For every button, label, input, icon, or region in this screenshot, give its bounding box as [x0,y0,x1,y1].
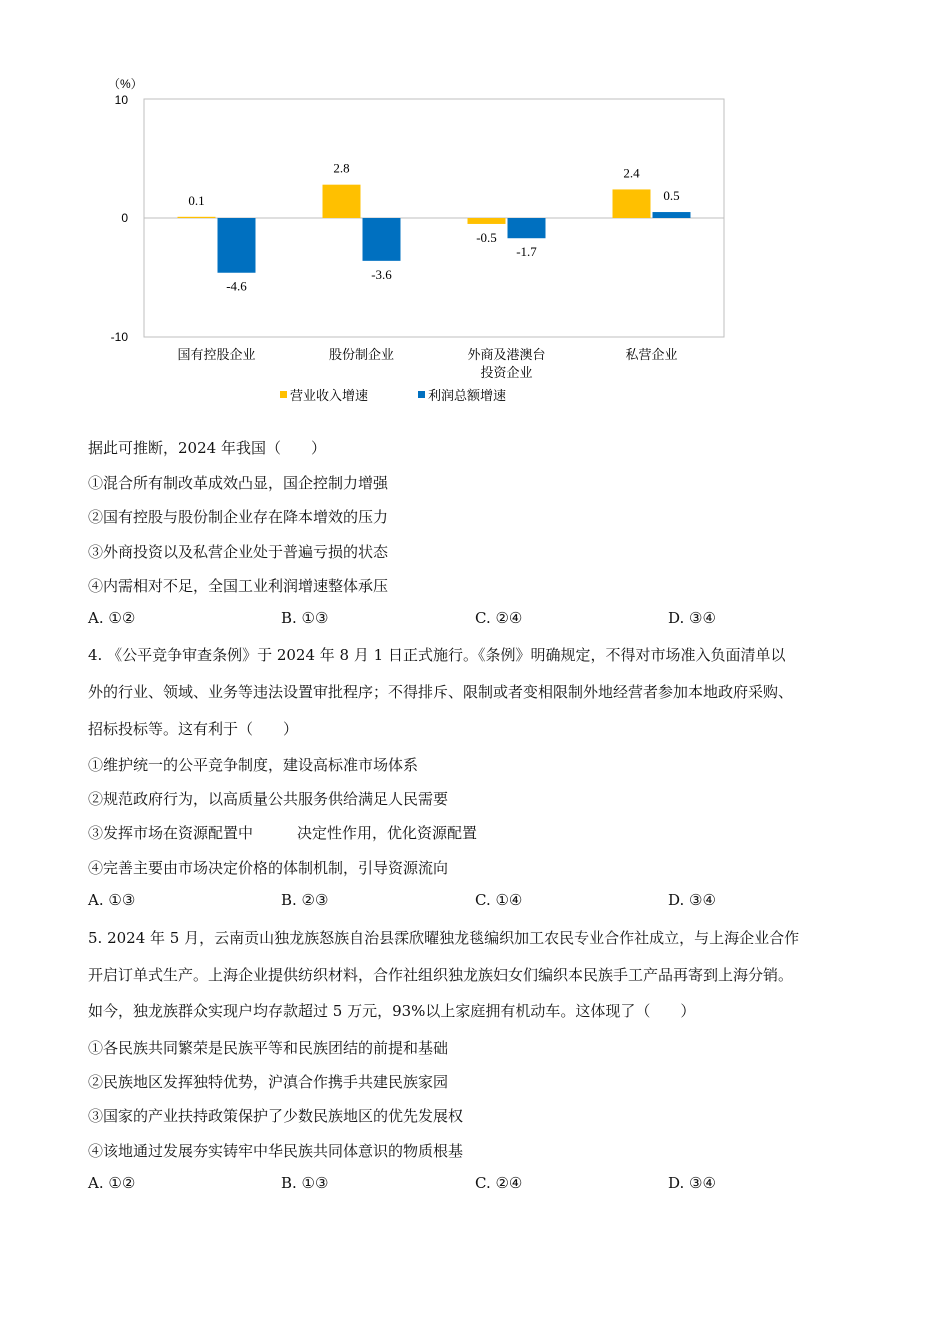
x-tick-label: 国有控股企业 [177,348,256,363]
q3-option-b[interactable]: B. ①③ [281,609,329,627]
q4-item3-part2: 决定性作用，优化资源配置 [297,824,478,842]
y-unit-label: （%） [108,77,143,91]
legend-label-revenue: 营业收入增速 [290,389,369,404]
q3-item: ①混合所有制改革成效凸显，国企控制力增强 [88,474,389,492]
q4-option-d[interactable]: D. ③④ [668,891,716,909]
q4-item: ②规范政府行为，以高质量公共服务供给满足人民需要 [88,790,449,808]
q4-option-b[interactable]: B. ②③ [281,891,329,909]
bar-group [178,161,691,294]
q5-item: ③国家的产业扶持政策保护了少数民族地区的优先发展权 [88,1107,464,1125]
x-tick-label: 股份制企业 [328,348,395,363]
bar-profit-1 [363,218,401,261]
bar-revenue-1 [323,185,361,218]
q3-stem: 据此可推断，2024 年我国（ ） [88,439,326,457]
q3-item: ②国有控股与股份制企业存在降本增效的压力 [88,508,389,526]
bar-revenue-0 [178,217,216,218]
q5-option-a[interactable]: A. ①② [88,1174,136,1192]
q3-item: ③外商投资以及私营企业处于普遍亏损的状态 [88,543,389,561]
q4-stem-line: 4. 《公平竞争审查条例》于 2024 年 8 月 1 日正式施行。《条例》明确规定，不得对市场准入负面清单以 [88,646,786,664]
x-tick-labels [177,347,677,381]
legend-label-profit: 利润总额增速 [428,389,507,404]
q4-item: ①维护统一的公平竞争制度，建设高标准市场体系 [88,756,419,774]
q4-item [88,822,477,843]
q5-option-c[interactable]: C. ②④ [475,1174,523,1192]
bar-revenue-2 [468,218,506,224]
y-tick-label: -10 [110,330,128,344]
q5-option-b[interactable]: B. ①③ [281,1174,329,1192]
q5-stem-line: 开启订单式生产。上海企业提供纺织材料，合作社组织独龙族妇女们编织本民族手工产品再寄到上海分销。 [88,966,794,984]
q4-item: ④完善主要由市场决定价格的体制机制，引导资源流向 [88,859,449,877]
bar-profit-2 [508,218,546,238]
q3-item: ④内需相对不足，全国工业利润增速整体承压 [88,577,389,595]
q5-item: ②民族地区发挥独特优势，沪滇合作携手共建民族家园 [88,1073,449,1091]
q4-option-a[interactable]: A. ①③ [88,891,136,909]
q3-option-a[interactable]: A. ①② [88,609,136,627]
q5-item: ④该地通过发展夯实铸牢中华民族共同体意识的物质根基 [88,1142,464,1160]
x-tick-label: 外商及港澳台 [467,348,546,363]
q4-stem-line: 外的行业、领域、业务等违法设置审批程序；不得排斥、限制或者变相限制外地经营者参加本地政府采购、 [88,683,794,701]
q5-stem-line: 5. 2024 年 5 月，云南贡山独龙族怒族自治县霂欣曜独龙毯编织加工农民专业合作社成立，与上海企业合作 [88,929,800,947]
data-label: -4.6 [226,278,247,294]
data-label: -1.7 [516,244,537,260]
bar-profit-3 [653,212,691,218]
data-label: 2.4 [623,165,640,181]
data-label: 0.5 [663,188,680,204]
y-tick-label: 0 [121,211,128,225]
data-label: 2.8 [333,160,350,176]
q5-stem-line: 如今，独龙族群众实现户均存款超过 5 万元，93%以上家庭拥有机动车。这体现了（ ） [88,1002,696,1020]
legend-swatch-profit [418,391,425,398]
q3-option-c[interactable]: C. ②④ [475,609,523,627]
q4-stem-line: 招标投标等。这有利于（ ） [88,720,299,738]
q3-option-d[interactable]: D. ③④ [668,609,716,627]
bar-revenue-3 [613,189,651,218]
q4-option-c[interactable]: C. ①④ [475,891,523,909]
q5-option-d[interactable]: D. ③④ [668,1174,716,1192]
data-label: -0.5 [476,229,497,245]
x-tick-label: 私营企业 [625,348,678,363]
data-label: 0.1 [188,192,205,208]
legend-swatch-revenue [280,391,287,398]
y-tick-label: 10 [114,93,128,107]
data-label: -3.6 [371,266,392,282]
x-tick-label: 投资企业 [480,366,533,381]
q4-item3-part1: ③发挥市场在资源配置中 [88,824,254,842]
legend [280,388,506,404]
bar-chart [100,76,740,416]
bar-profit-0 [218,218,256,273]
q5-item: ①各民族共同繁荣是民族平等和民族团结的前提和基础 [88,1039,449,1057]
